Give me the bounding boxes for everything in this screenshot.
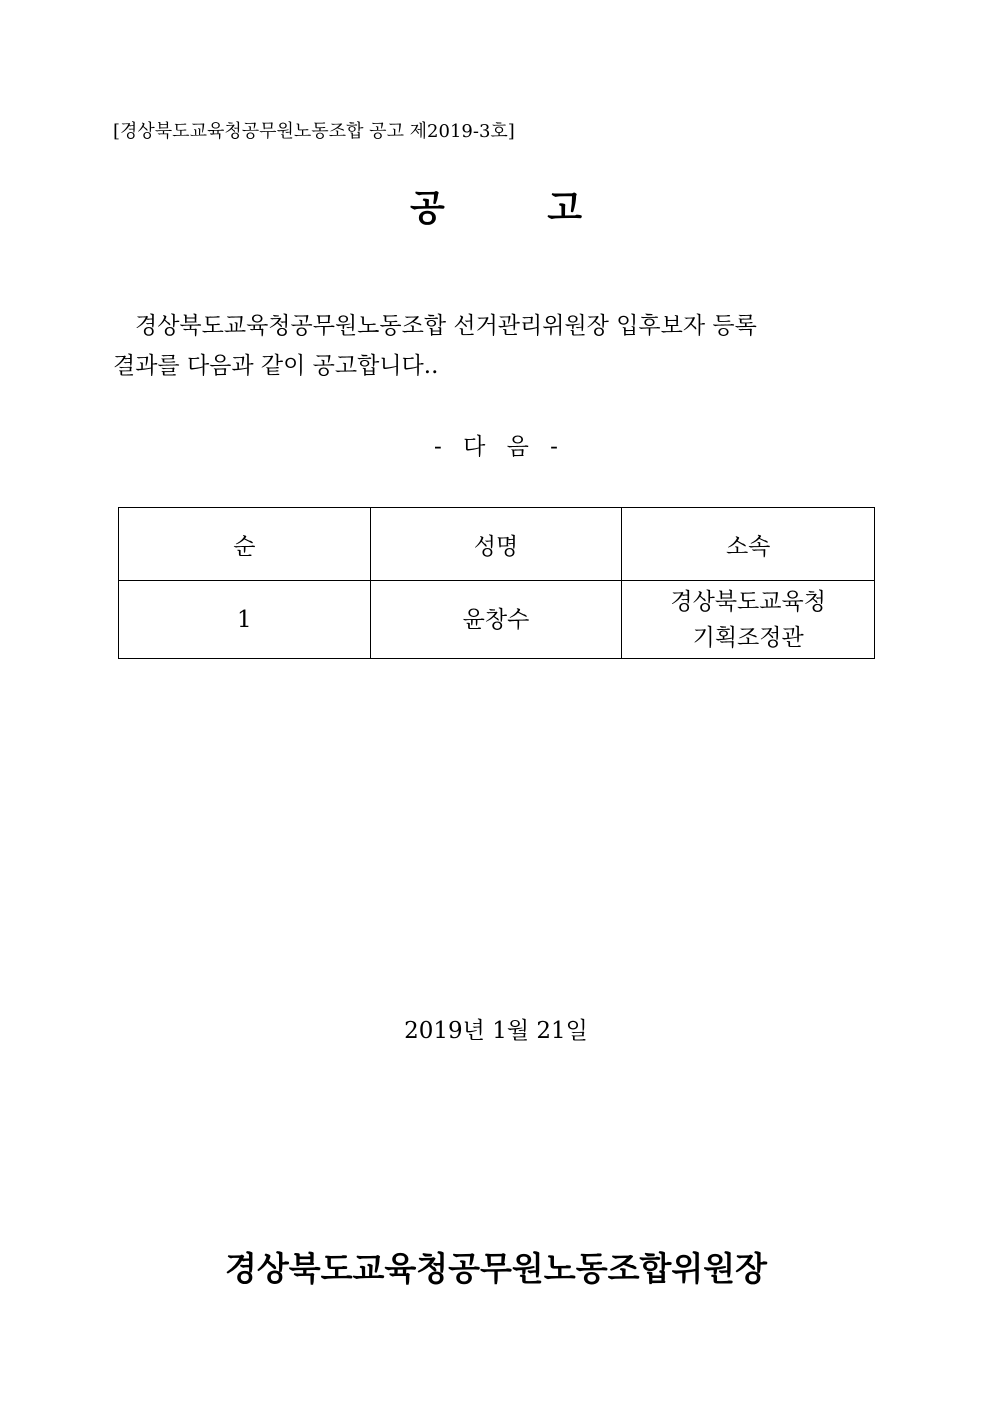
document-title: 공 고 bbox=[409, 187, 583, 229]
signature: 경상북도교육청공무원노동조합위원장 bbox=[225, 1249, 767, 1288]
cell-affiliation bbox=[622, 581, 875, 659]
cell-order: 1 bbox=[119, 581, 371, 659]
notice-number: [경상북도교육청공무원노동조합 공고 제2019-3호] bbox=[113, 121, 515, 142]
table-header-row bbox=[119, 508, 875, 581]
notice-body-line-2: 결과를 다음과 같이 공고합니다.. bbox=[113, 353, 439, 379]
notice-body-line-1: 경상북도교육청공무원노동조합 선거관리위원장 입후보자 등록 bbox=[135, 313, 757, 339]
affiliation-line-2: 기획조정관 bbox=[692, 624, 804, 651]
header-order: 순 bbox=[119, 508, 371, 581]
notice-body bbox=[113, 306, 883, 386]
table-row bbox=[119, 581, 875, 659]
cell-name: 윤창수 bbox=[370, 581, 622, 659]
header-name: 성명 bbox=[370, 508, 622, 581]
notice-date: 2019년 1월 21일 bbox=[404, 1018, 588, 1044]
affiliation-line-1: 경상북도교육청 bbox=[670, 588, 826, 615]
header-affiliation: 소속 bbox=[622, 508, 875, 581]
candidate-table bbox=[118, 507, 875, 659]
following-label: - 다 음 - bbox=[434, 434, 558, 460]
